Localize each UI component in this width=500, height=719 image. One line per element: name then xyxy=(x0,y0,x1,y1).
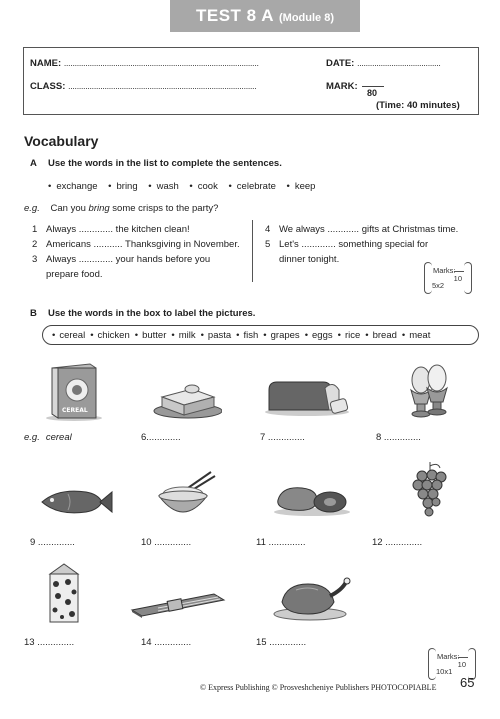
butter-picture xyxy=(152,375,222,421)
name-field[interactable]: ........................................................................................... xyxy=(63,58,259,69)
rice-picture xyxy=(155,470,217,522)
pasta-picture xyxy=(128,588,228,618)
part-a-right-column xyxy=(265,222,480,267)
fish-picture xyxy=(38,484,114,520)
word-item: • cereal xyxy=(47,330,85,341)
test-title: TEST 8 A xyxy=(196,6,274,25)
date-row xyxy=(326,58,440,69)
copyright-footer: © Express Publishing © Prosveshcheniye Publishers PHOTOCOPIABLE xyxy=(200,683,437,692)
word-item: • meat xyxy=(397,330,430,341)
meat-picture xyxy=(272,478,352,518)
date-label: DATE: xyxy=(326,58,355,69)
mark-total: 80 xyxy=(367,88,378,98)
grapes-picture xyxy=(410,460,450,522)
chicken-picture xyxy=(272,572,352,622)
mark-label: MARK: xyxy=(326,81,358,92)
marks-formula: 5x2 xyxy=(432,281,445,290)
class-label: CLASS: xyxy=(30,81,66,92)
word-item: • pasta xyxy=(196,330,232,341)
picture-label[interactable]: 14 .............. xyxy=(141,637,192,648)
word-item: • cook xyxy=(181,181,217,192)
part-a-marks-box xyxy=(424,262,472,294)
part-b-letter: B xyxy=(30,308,37,319)
part-a-instruction: A Use the words in the list to complete the sentences. xyxy=(30,158,282,169)
class-field[interactable]: ........................................................................................ xyxy=(68,81,257,92)
word-item: • chicken xyxy=(85,330,130,341)
milk-carton-picture xyxy=(44,562,84,624)
sentence-item: 4 We always ............ gifts at Christmas time. xyxy=(265,224,459,235)
picture-label[interactable]: 8 .............. xyxy=(376,432,421,443)
picture-label[interactable]: 6............. xyxy=(141,432,181,443)
sentence-item: 5 Let's ............. something special for xyxy=(265,239,429,250)
word-item: • grapes xyxy=(258,330,299,341)
class-row xyxy=(30,81,256,92)
marks-max: 10 xyxy=(453,274,462,283)
word-item: • celebrate xyxy=(220,181,275,192)
time-limit: (Time: 40 minutes) xyxy=(376,100,460,111)
part-a-letter: A xyxy=(30,158,37,169)
word-item: • bring xyxy=(100,181,137,192)
sentence-item: dinner tonight. xyxy=(279,254,340,265)
word-item: • eggs xyxy=(300,330,333,341)
word-item: • milk xyxy=(166,330,195,341)
word-item: • exchange xyxy=(40,181,98,192)
picture-label[interactable]: 9 .............. xyxy=(30,537,75,548)
word-item: • rice xyxy=(333,330,361,341)
word-item: • keep xyxy=(279,181,316,192)
name-row xyxy=(30,58,258,69)
name-label: NAME: xyxy=(30,58,62,69)
sentence-item: prepare food. xyxy=(46,269,103,280)
section-title: Vocabulary xyxy=(24,133,99,149)
picture-label[interactable]: 10 .............. xyxy=(141,537,192,548)
marks-max: 10 xyxy=(457,660,466,669)
word-item: • wash xyxy=(140,181,179,192)
part-a-word-list xyxy=(40,181,315,192)
bread-picture xyxy=(263,376,355,418)
marks-label: Marks: xyxy=(433,266,456,275)
picture-label[interactable]: 13 .............. xyxy=(24,637,75,648)
example-label: e.g. xyxy=(24,203,40,214)
page-number: 65 xyxy=(460,675,475,690)
marks-label: Marks: xyxy=(437,652,460,661)
column-divider xyxy=(252,220,253,282)
eggs-picture xyxy=(407,362,451,420)
marks-formula: 10x1 xyxy=(436,667,453,676)
mark-fraction-line xyxy=(362,86,384,87)
mark-row xyxy=(326,81,358,92)
date-field[interactable]: ....................................... xyxy=(356,58,441,69)
picture-label-example: e.g. cereal xyxy=(24,432,72,443)
picture-label[interactable]: 12 .............. xyxy=(372,537,423,548)
part-a-example: e.g. Can you bring some crisps to the party? xyxy=(24,203,219,214)
word-item: • bread xyxy=(360,330,397,341)
sentence-item: 1 Always ............. the kitchen clean! xyxy=(32,224,190,235)
sentence-item: 3 Always ............. your hands before you xyxy=(32,254,211,265)
cereal-box-picture xyxy=(42,360,104,422)
student-info-box xyxy=(23,47,479,115)
word-item: • fish xyxy=(231,330,258,341)
part-a-left-column xyxy=(32,222,247,282)
word-item: • butter xyxy=(130,330,167,341)
sentence-item: 2 Americans ........... Thanksgiving in November. xyxy=(32,239,240,250)
part-b-instruction: B Use the words in the box to label the pictures. xyxy=(30,308,256,319)
part-b-word-box xyxy=(42,325,479,345)
picture-label[interactable]: 7 .............. xyxy=(260,432,305,443)
example-answer: bring xyxy=(88,203,110,214)
test-title-banner xyxy=(170,0,360,32)
picture-label[interactable]: 15 .............. xyxy=(256,637,307,648)
picture-label[interactable]: 11 .............. xyxy=(256,537,306,548)
module-label: (Module 8) xyxy=(279,11,334,24)
svg-text:CEREAL: CEREAL xyxy=(62,407,88,414)
